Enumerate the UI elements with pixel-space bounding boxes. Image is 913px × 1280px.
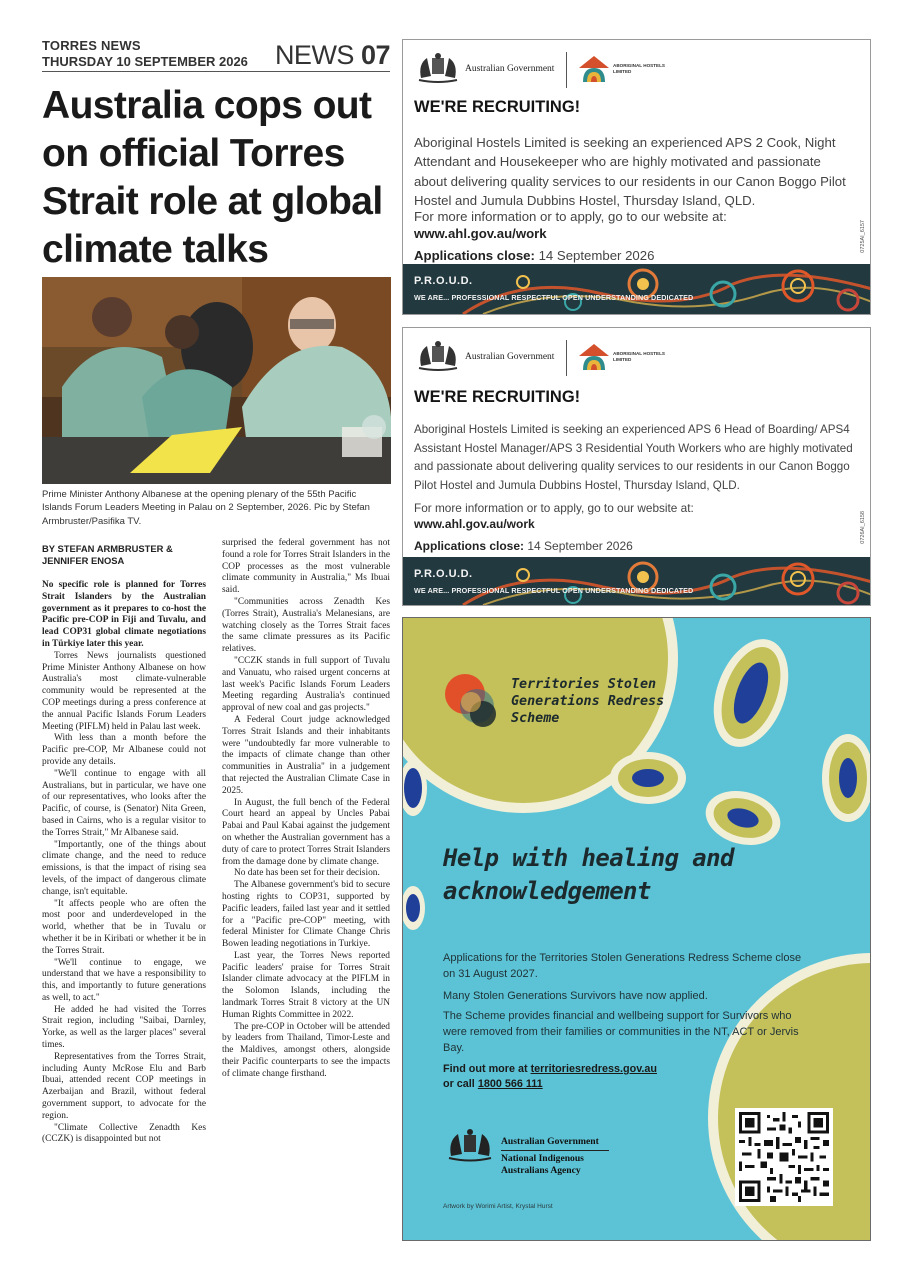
article-paragraph-continued: surprised the federal government has not found a role for Torres Strait Islanders in the COP processes as the most vulnerable climate community in Australia," Ms Ibuai said. xyxy=(222,538,390,596)
contact-info xyxy=(443,1062,657,1092)
ad-close-date xyxy=(414,248,654,263)
qr-code[interactable] xyxy=(735,1108,833,1206)
article-paragraph: "Climate Collective Zenadth Kes (CCZK) is disappointed but not xyxy=(42,1122,206,1145)
article-paragraph: "Importantly, one of the things about climate change, and the need to reduce emissions, is that the impact of rising sea levels, of the impact of dangerous climate change, isn't equitable. xyxy=(42,839,206,897)
article-paragraph: "Communities across Zenadth Kes (Torres Strait), Australia's Melanesians, are watching closely as the Torres Strait faces the same climate pressures as its Pacific relatives. xyxy=(222,596,390,655)
coat-of-arms-icon xyxy=(413,338,463,374)
masthead xyxy=(42,38,390,72)
ad-title: WE'RE RECRUITING! xyxy=(414,98,581,116)
ad-paragraph: The Scheme provides financial and wellbeing support for Survivors who were removed from their families or communities in the NT, ACT or Jervis Bay. xyxy=(443,1010,799,1054)
australian-government-label: Australian Government xyxy=(501,1136,609,1151)
scheme-name: Territories Stolen Generations Redress Scheme xyxy=(511,677,665,726)
article-paragraph: "We'll continue to engage with all Australians, but in particular, we have one of our representatives, who looks after the Pacific, of course, is (Senator) Nita Green, based in Cairns, who is a regular visitor to the Torres Strait," Mr Albanese said. xyxy=(42,768,206,838)
dot-art-pattern xyxy=(403,264,870,314)
article-paragraph: "We'll continue to engage, we understand that we have a responsibility to this, and importantly to future generations as well, to act." xyxy=(42,957,206,1003)
proud-title: P.R.O.U.D. xyxy=(414,275,473,287)
australian-government-label: Australian Government xyxy=(465,64,555,74)
phone-link[interactable]: 1800 566 111 xyxy=(477,1078,543,1090)
coat-of-arms-icon xyxy=(413,50,463,86)
coat-of-arms-icon xyxy=(443,1126,497,1164)
ahl-org-label: ABORIGINAL HOSTELS LIMITED xyxy=(613,351,665,362)
photo-caption: Prime Minister Anthony Albanese at the opening plenary of the 55th Pacific Islands Forum Leaders Meeting in Palau on 2 September, 2026. Pic by Stefan Armbruster/Pasifika TV. xyxy=(42,489,370,527)
article-paragraph: Torres News journalists questioned Prime Minister Anthony Albanese on how Australia's most climate-vulnerable community would be represented at the COP meetings during a press conference at the annual Pacific Islands Forum Leaders Meeting (PIFLM) held in Palau last week. xyxy=(42,650,206,732)
article-paragraph: A Federal Court judge acknowledged Torres Strait Islands and their inhabitants were "undoubtedly far more vulnerable to the impacts of climate change than other communities in Australia" in a judgement that rejected the Australian Climate Case in 2025. xyxy=(222,714,390,796)
logo-divider xyxy=(566,340,567,376)
ad-logo-row xyxy=(413,50,713,90)
close-date-value: 14 September 2026 xyxy=(527,539,633,553)
ahl-recruiting-ad-2 xyxy=(402,327,871,606)
proud-title: P.R.O.U.D. xyxy=(414,568,473,580)
ahl-org-label: ABORIGINAL HOSTELS LIMITED xyxy=(613,63,665,74)
article-column-left xyxy=(42,543,206,1146)
article-paragraph: The pre-COP in October will be attended by leaders from Thailand, Timor-Leste and the Maldives, amongst others, alongside their Pacific counterparts to see the impacts of climate change firsthand. xyxy=(222,1021,390,1079)
article-paragraph: "It affects people who are often the most poor and underdeveloped in the world, whether that be in Tuvalu or whether it be in Kiribati or whether it be in the Torres Strait. xyxy=(42,898,206,956)
byline: BY STEFAN ARMBRUSTER & JENNIFER ENOSA xyxy=(42,543,173,566)
article-intro: No specific role is planned for Torres Strait Islanders by the Australian government as it prepares to co-host the Pacific pre-COP in Fiji and Tuvalu, and lead COP31 global climate negotiations in Türkiye later this year. xyxy=(42,580,206,649)
ad-logo-row xyxy=(413,338,713,378)
article-paragraph: He added he had visited the Torres Strait region, including "Saibai, Darnley, Yorke, as well as the larger places" several times. xyxy=(42,1004,206,1051)
ad-title: WE'RE RECRUITING! xyxy=(414,388,581,406)
proud-banner xyxy=(403,264,870,314)
ad-more-info: For more information or to apply, go to our website at: xyxy=(414,209,727,224)
ad-paragraph: Many Stolen Generations Survivors have now applied. xyxy=(443,990,708,1002)
issue-date: THURSDAY 10 SEPTEMBER 2026 xyxy=(42,54,248,69)
close-label: Applications close: xyxy=(414,539,525,553)
ad-paragraph: Applications for the Territories Stolen Generations Redress Scheme close on 31 August 2027. xyxy=(443,952,802,980)
ad-url-link[interactable]: www.ahl.gov.au/work xyxy=(414,226,547,241)
close-label: Applications close: xyxy=(414,248,535,263)
article-paragraph: In August, the full bench of the Federal Court heard an appeal by Uncles Pabai Pabai and Paul Kabai against the judgement on whether the Australian government has a duty of care to protect Torres Strait Islanders from the damage done by climate change. xyxy=(222,797,390,867)
website-link[interactable]: territoriesredress.gov.au xyxy=(530,1063,657,1075)
page-number: 07 xyxy=(360,40,390,70)
ad-body: Aboriginal Hostels Limited is seeking an experienced APS 2 Cook, Night Attendant and Housekeeper who are highly motivated and passionate about delivering quality services to our residents in our Canon Boggo Pilot Hostel and Jumula Dubbins Hostel, Thursday Island, QLD. xyxy=(414,135,846,208)
find-more-label: Find out more at xyxy=(443,1063,528,1075)
article-paragraph: No date has been set for their decision. xyxy=(234,868,380,879)
proud-tagline: WE ARE... PROFESSIONAL RESPECTFUL OPEN UNDERSTANDING DEDICATED xyxy=(414,293,694,302)
ahl-house-logo-icon xyxy=(577,54,611,84)
headline: Australia cops out on official Torres Strait role at global climate talks xyxy=(42,84,383,271)
ad-code: 0726AI_6158 xyxy=(860,511,866,544)
article-paragraph: Representatives from the Torres Strait, including Aunty McRose Elu and Barb Ibuai, attended recent COP meetings in Azerbaijan and Brazil, without federal government support, to advocate for the region. xyxy=(42,1051,206,1121)
artwork-credit: Artwork by Worimi Artist, Krystal Hurst xyxy=(443,1203,553,1210)
article-paragraph: The Albanese government's bid to secure hosting rights to COP31, supported by Pacific leaders, failed last year and it settled for a "Pacific pre-COP" meeting, with federal Minister for Climate Change Chris Bowen leading negotiations in Turkiye. xyxy=(222,880,390,950)
ahl-house-logo-icon xyxy=(577,342,611,372)
proud-tagline: WE ARE... PROFESSIONAL RESPECTFUL OPEN UNDERSTANDING DEDICATED xyxy=(414,586,694,595)
redress-scheme-logo-icon xyxy=(443,670,505,732)
proud-banner xyxy=(403,557,870,605)
section-name: NEWS xyxy=(274,40,354,70)
ahl-recruiting-ad-1 xyxy=(402,39,871,315)
article-paragraph: Last year, the Torres News reported Pacific leaders' praise for Torres Strait Islander climate advocacy at the PIFLM in the Solomon Islands, including the landmark Torres Strait 8 victory at the UN Human Rights Committee in 2022. xyxy=(222,950,390,1020)
ad-body: Aboriginal Hostels Limited is seeking an experienced APS 6 Head of Boarding/ APS4 Assistant Hostel Manager/APS 3 Residential Youth Workers who are highly motivated and passionate about delivering quality services to our residents in our Canon Boggo Pilot Hostel and Jumula Dubbins Hostel, Thursday Island, QLD. xyxy=(414,423,853,493)
close-date-value: 14 September 2026 xyxy=(538,248,655,263)
ad-code: 0725AI_6157 xyxy=(860,220,866,253)
ad-more-info: For more information or to apply, go to our website at: xyxy=(414,501,694,515)
article-paragraph: With less than a month before the Pacific pre-COP, Mr Albanese could not provide any details. xyxy=(42,733,206,767)
publication-name: TORRES NEWS xyxy=(42,38,141,53)
ad-url-link[interactable]: www.ahl.gov.au/work xyxy=(414,517,535,531)
article-photo xyxy=(42,277,391,484)
section-page-label xyxy=(275,40,390,71)
or-call-label: or call xyxy=(443,1078,475,1090)
article-column-right xyxy=(222,538,390,1081)
article-paragraph: "CCZK stands in full support of Tuvalu and Vanuatu, who raised urgent concerns at last week's Pacific Islands Forum Leaders Meeting regarding Australia's continued approval of new coal and gas projects." xyxy=(222,655,390,714)
ad-close-date xyxy=(414,539,633,553)
australian-government-label: Australian Government xyxy=(465,352,555,362)
ad-heading: Help with healing and acknowledgement xyxy=(443,844,734,905)
agency-name: National Indigenous Australians Agency xyxy=(501,1153,584,1176)
logo-divider xyxy=(566,52,567,88)
dot-art-pattern xyxy=(403,557,870,605)
